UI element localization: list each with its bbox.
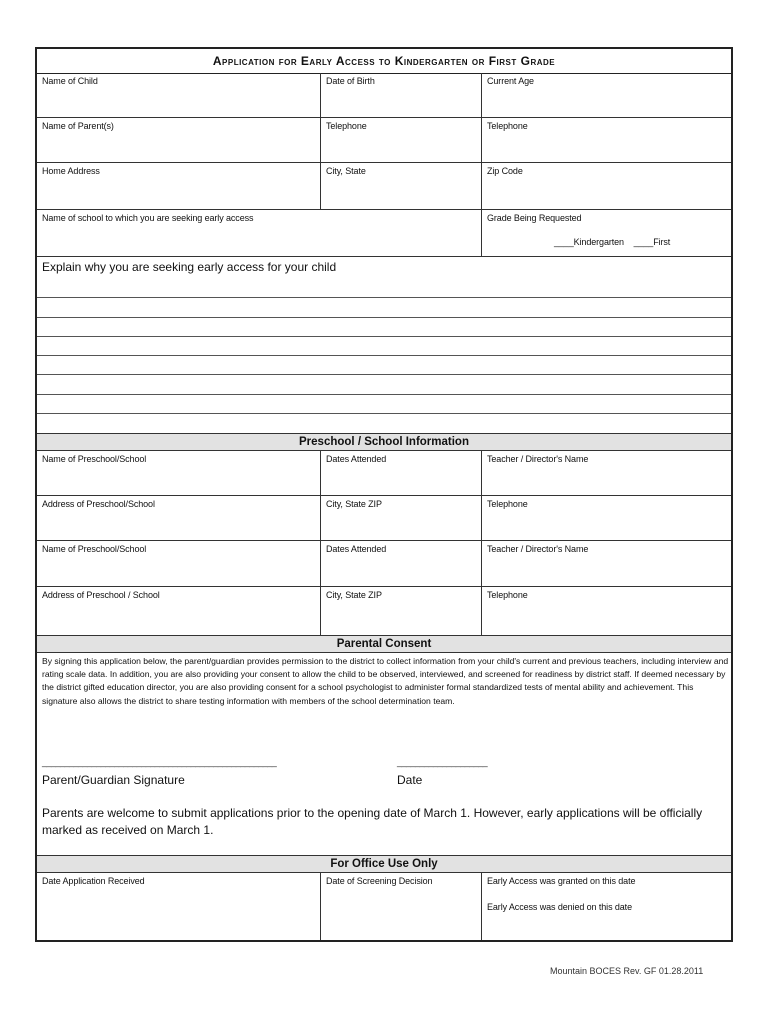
grade-first-option[interactable]: ____First — [633, 237, 671, 247]
submission-note: Parents are welcome to submit applications prior to the opening date of March 1. However, early applications will be officially marked as received on March 1. — [42, 806, 703, 837]
dates-attended-field[interactable]: Dates Attended — [320, 451, 481, 495]
telephone-field[interactable]: Telephone — [320, 118, 481, 162]
home-address-field[interactable]: Home Address — [42, 166, 100, 176]
preschool-row — [37, 451, 731, 496]
child-name-field[interactable]: Name of Child — [42, 76, 98, 86]
grade-requested-field[interactable] — [481, 210, 731, 256]
school-name-field[interactable]: Name of school to which you are seeking early access — [42, 213, 254, 223]
answer-line[interactable] — [37, 394, 731, 395]
answer-line[interactable] — [37, 336, 731, 337]
city-state-zip-field[interactable]: City, State ZIP — [320, 587, 481, 635]
consent-section-header: Parental Consent — [37, 635, 731, 653]
answer-line[interactable] — [37, 413, 731, 414]
parent-row — [37, 118, 731, 163]
city-state-field[interactable]: City, State — [320, 163, 481, 209]
age-field[interactable]: Current Age — [481, 73, 731, 117]
dates-attended-field[interactable]: Dates Attended — [320, 541, 481, 586]
preschool-telephone-field[interactable]: Telephone — [481, 496, 731, 540]
date-label: Date — [397, 773, 423, 787]
answer-line[interactable] — [37, 374, 731, 375]
preschool-row — [37, 587, 731, 635]
office-row — [37, 873, 731, 940]
preschool-row — [37, 541, 731, 587]
preschool-row — [37, 496, 731, 541]
address-row — [37, 163, 731, 210]
application-form — [35, 47, 733, 942]
answer-line[interactable] — [37, 297, 731, 298]
zip-field[interactable]: Zip Code — [481, 163, 731, 209]
preschool-section-header: Preschool / School Information — [37, 433, 731, 451]
answer-line[interactable] — [37, 317, 731, 318]
school-row — [37, 210, 731, 257]
preschool-address-field[interactable]: Address of Preschool/School — [42, 499, 155, 509]
city-state-zip-field[interactable]: City, State ZIP — [320, 496, 481, 540]
date-line[interactable]: ____________________ — [397, 757, 488, 767]
telephone-2-field[interactable]: Telephone — [481, 118, 731, 162]
form-title: Application for Early Access to Kindergarten or First Grade — [37, 49, 731, 74]
granted-label: Early Access was granted on this date — [487, 876, 636, 886]
grade-kindergarten-option[interactable]: ____Kindergarten — [554, 237, 624, 247]
signature-label: Parent/Guardian Signature — [42, 773, 185, 787]
preschool-address-field[interactable]: Address of Preschool / School — [42, 590, 160, 600]
grade-options — [554, 237, 670, 247]
preschool-name-field[interactable]: Name of Preschool/School — [42, 454, 147, 464]
screening-decision-field[interactable]: Date of Screening Decision — [320, 873, 481, 940]
consent-text: By signing this application below, the parent/guardian provides permission to the district to collect information from your child's current and previous teachers, including interview and rating scale data. In addition, you are also providing your consent to allow the child to be observed, interviewed, and screened for readiness by district staff. If deemed necessary by the district gifted education director, you are also providing consent for a school psychologist to administer formal standardized tests of mental ability and achievement. This signature also allows the district to share testing information with members of the school determination team. — [42, 656, 729, 706]
denied-label: Early Access was denied on this date — [487, 902, 632, 912]
date-received-field[interactable]: Date Application Received — [42, 876, 145, 886]
preschool-name-field[interactable]: Name of Preschool/School — [42, 544, 147, 554]
grade-label: Grade Being Requested — [487, 213, 582, 223]
preschool-telephone-field[interactable]: Telephone — [481, 587, 731, 635]
parent-name-field[interactable]: Name of Parent(s) — [42, 121, 114, 131]
answer-line[interactable] — [37, 355, 731, 356]
signature-line[interactable]: ____________________________________________________ — [42, 757, 277, 767]
form-revision-footer: Mountain BOCES Rev. GF 01.28.2011 — [550, 966, 704, 976]
teacher-name-field[interactable]: Teacher / Director's Name — [481, 451, 731, 495]
dob-field[interactable]: Date of Birth — [320, 73, 481, 117]
office-section-header: For Office Use Only — [37, 855, 731, 873]
teacher-name-field[interactable]: Teacher / Director's Name — [481, 541, 731, 586]
child-row — [37, 73, 731, 118]
explain-label: Explain why you are seeking early access for your child — [42, 260, 337, 274]
access-decision-field[interactable] — [481, 873, 731, 940]
